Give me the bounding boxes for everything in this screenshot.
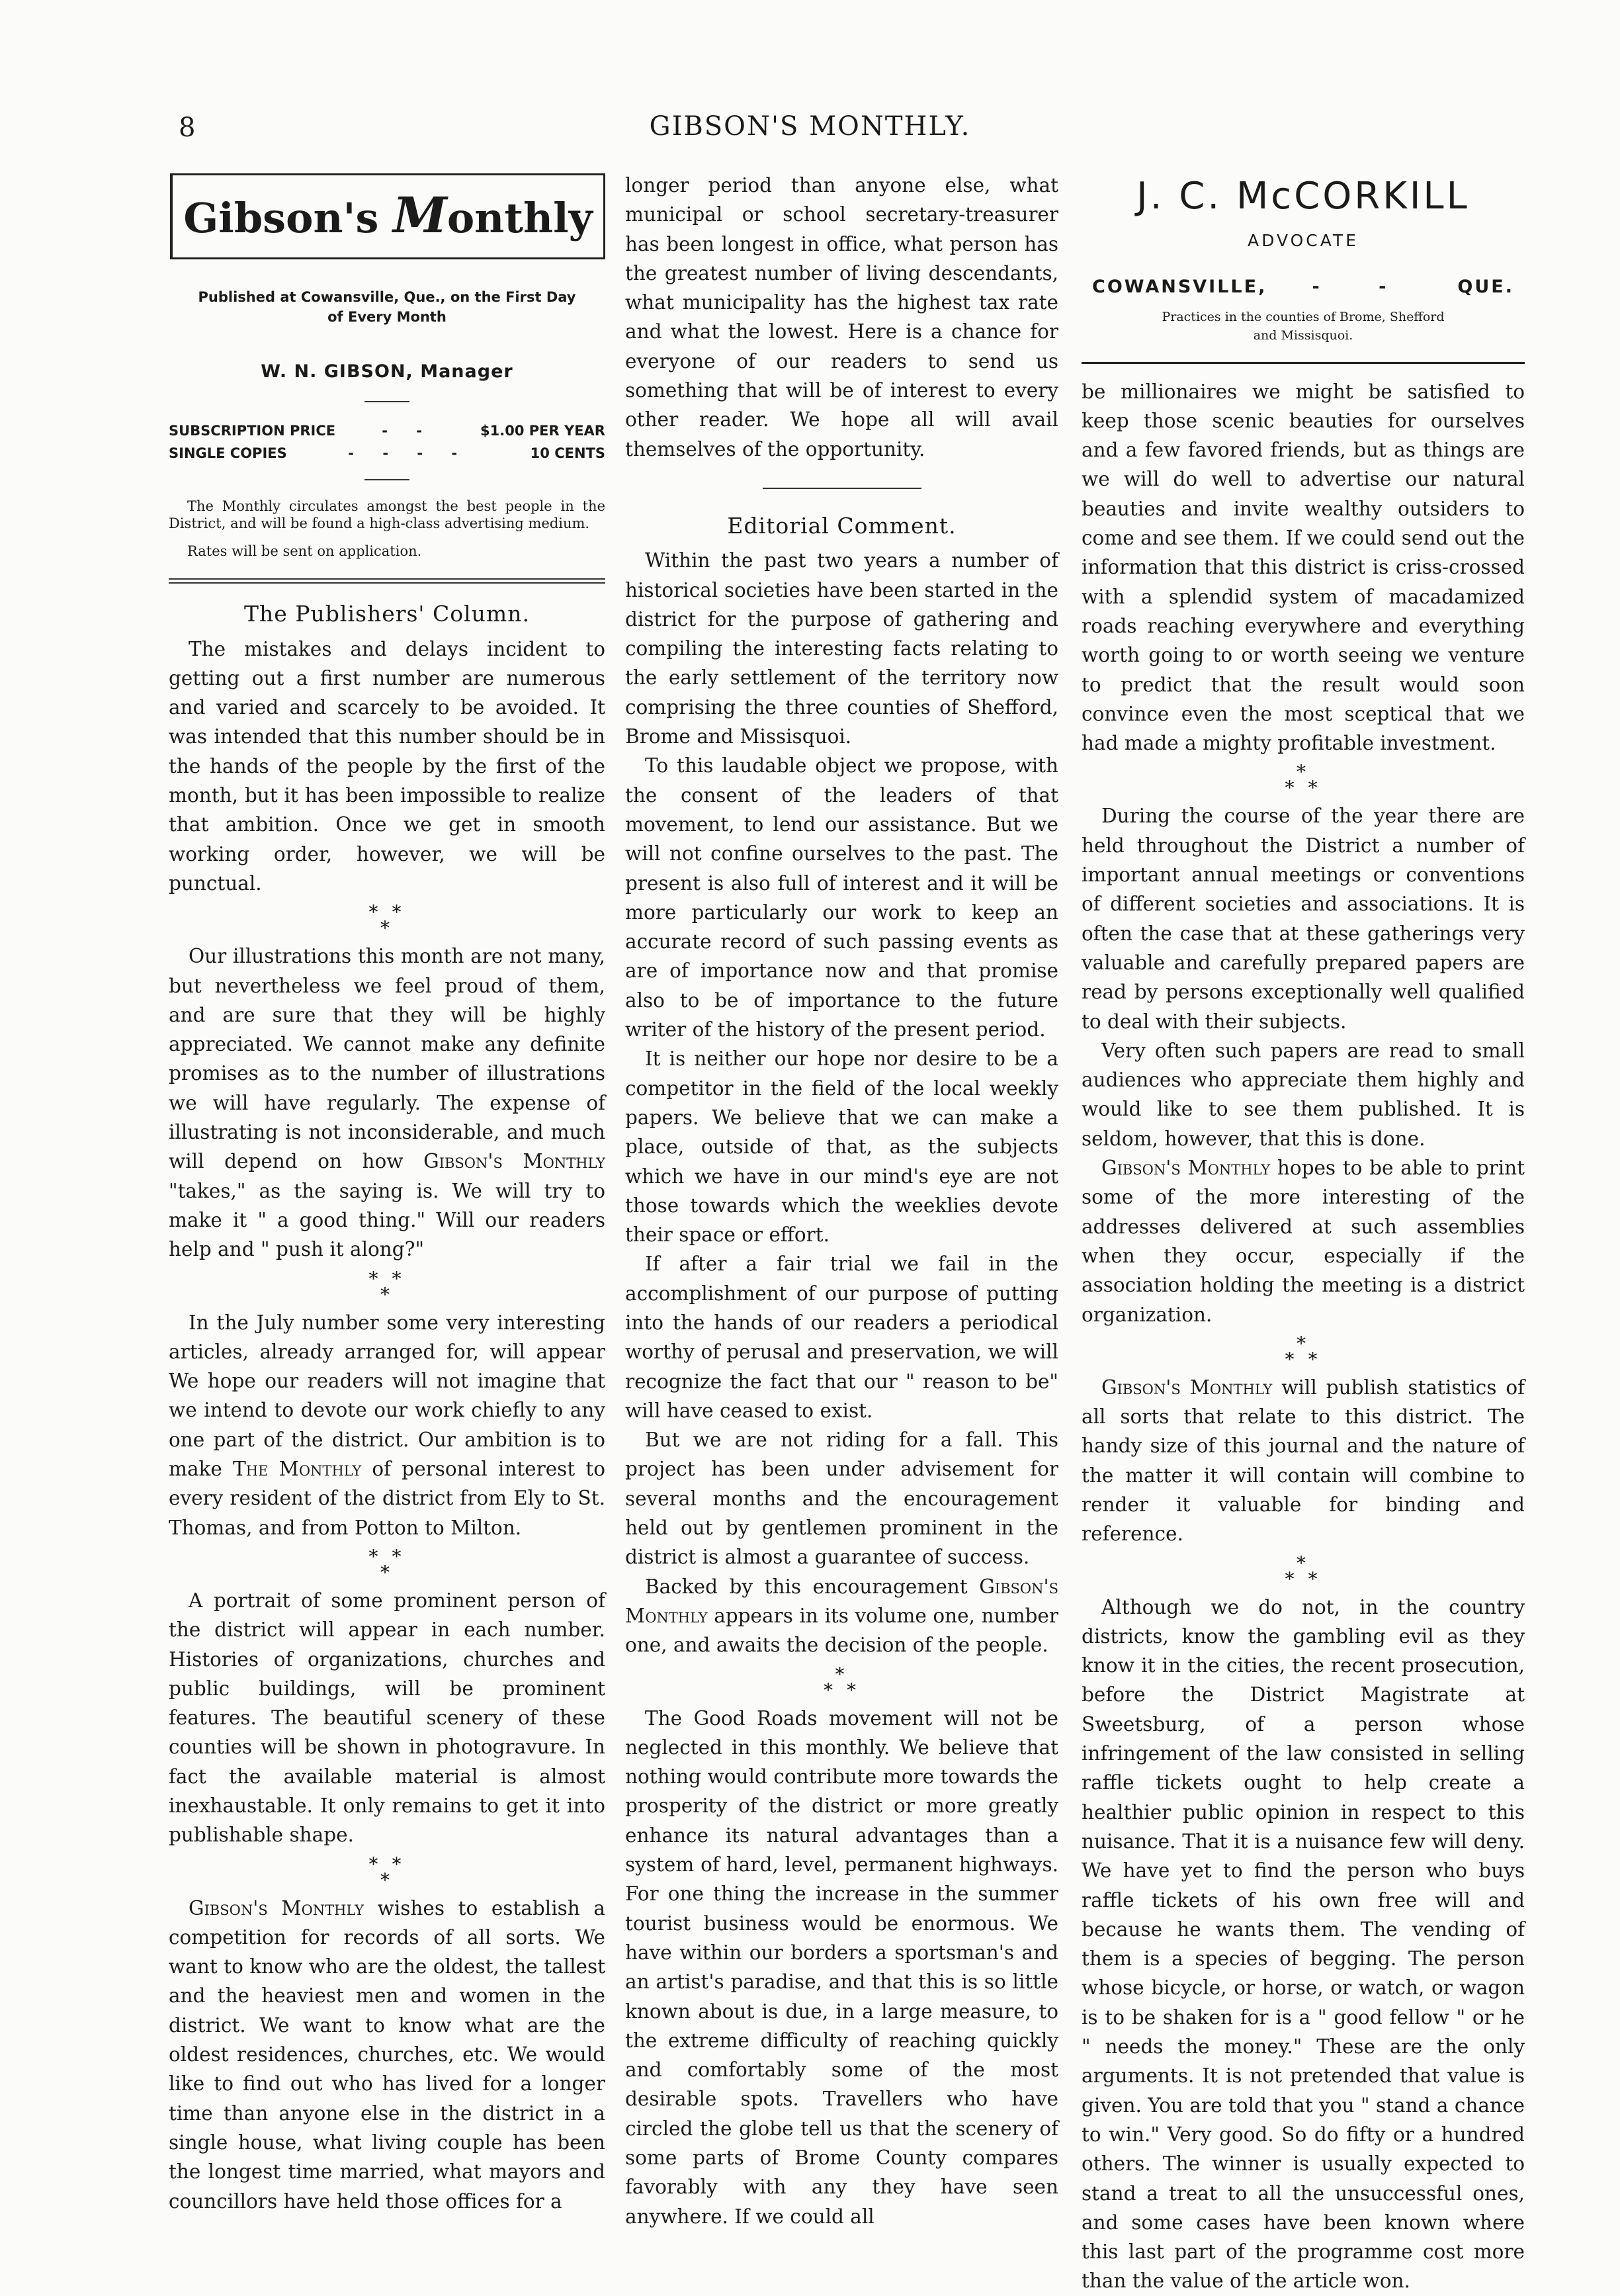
masthead-title-b: M	[393, 187, 447, 244]
paragraph-text: Our illustrations this month are not many, but nevertheless we feel proud of them, and are sure that they will be highly appreciated. We cannot make any definite promises as to the number of illustrations we will have regularly. The expense of illustrating is not inconsiderable, and much will depend on how	[169, 945, 605, 1173]
single-copies-line	[169, 442, 605, 464]
paragraph-text: wishes to establish a competition for records of all sorts. We want to know who are the oldest, the tallest and the heaviest men and women in the district. We want to know what are the oldest residences, churches, etc. We would like to find out who has lived for a longer time than anyone else in the district in a single house, what living couple has been the longest time married, what mayors and councillors have held those offices for a	[169, 1896, 605, 2213]
advertiser-location	[1082, 273, 1525, 302]
paragraph-continued: longer period than anyone else, what municipal or school secretary-treasurer has been longest in office, what person has the greatest number of living descendants, what municipality has the highest tax rate and what the lowest. Here is a chance for everyone of our readers to send us something that will be of interest to every other reader. We hope all will avail themselves of the opportunity.	[625, 174, 1058, 461]
advertiser-name: J. C. McCORKILL	[1136, 175, 1470, 218]
paragraph: To this laudable object we propose, with the consent of the leaders of that movement, to lend our assistance. But we will not confine ourselves to the past. The present is also full of interest and it will be more particularly our work to keep an accurate record of such passing events as are of importance now and that promise also to be of importance to the future writer of the history of the present period.	[625, 754, 1058, 1041]
editorial-comment-heading: Editorial Comment.	[727, 512, 957, 539]
advertiser-role: ADVOCATE	[1248, 231, 1359, 250]
paragraph: Very often such papers are read to small audiences who appreciate them highly and would like to see them published. It is seldom, however, that this is done.	[1082, 1039, 1525, 1150]
asterism: * * *	[368, 1267, 405, 1305]
paragraph-continued: be millionaires we might be satisfied to keep those scenic beauties for ourselves and a few favored friends, but as things are we will do well to advertise our natural beauties and invite wealthy outsiders to come and see them. If we could send out the information that this district is criss-crossed with a splendid system of macadamized roads reaching everywhere and everything worth going to or worth seeing we venture to predict that the result would soon convince even the most sceptical that we had made a mighty profitable investment.	[1082, 380, 1525, 755]
subscription-dots: - -	[382, 423, 434, 439]
paragraph	[169, 1308, 605, 1542]
publication-name: Gibson's Monthly	[423, 1150, 605, 1173]
paragraph	[1082, 1373, 1525, 1549]
publication-name: Gibson's Monthly	[625, 1575, 1058, 1627]
paragraph-text: hopes to be able to print some of the more interesting of the addresses delivered at such assemblies when they occur, especially if the association holding the meeting is a district organization.	[1082, 1157, 1525, 1326]
advertiser-dashes: - -	[1312, 277, 1413, 298]
paragraph-text: appears in its volume one, number one, and awaits the decision of the people.	[625, 1604, 1058, 1657]
rates-note: Rates will be sent on application.	[187, 543, 422, 560]
double-rule	[169, 578, 605, 584]
manager-line: W. N. GIBSON, Manager	[261, 361, 513, 382]
advertiser-note-line-1: Practices in the counties of Brome, Shefford	[1162, 309, 1445, 324]
advertisement-rule	[1082, 362, 1525, 364]
column-2	[625, 171, 1058, 2231]
asterism: * * *	[1285, 1552, 1322, 1590]
subscription-value: $1.00 PER YEAR	[480, 423, 605, 439]
paragraph-text: "takes," as the saying is. We will try to make it " a good thing." Will our readers help and " push it along?"	[169, 1179, 605, 1261]
masthead-title-a: Gibson's	[183, 194, 393, 242]
asterism: * * *	[368, 901, 405, 940]
paragraph: Although we do not, in the country districts, know the gambling evil as they know it in the cities, the recent prosecution, before the District Magistrate at Sweetsburg, of a person whose infringement of the law consisted in selling raffle tickets ought to help create a healthier public opinion in respect to this nuisance. That it is a nuisance few will deny. We have yet to find the person who buys raffle tickets of his own free will and because he wants them. The vending of them is a species of begging. The person whose bicycle, or horse, or watch, or wagon is to be shaken for is a " good fellow " or he " needs the money." These are the only arguments. It is not pretended that value is given. You are told that you " stand a chance to win." Very good. So do fifty or a hundred others. The winner is usually expected to stand a treat to all the unsuccessful ones, and some cases have been known where this last part of the programme cost more than the value of the article won.	[1082, 1595, 1525, 2293]
publication-name: Gibson's Monthly	[1101, 1157, 1271, 1180]
page-number: 8	[179, 112, 196, 143]
asterism: * * *	[1285, 1332, 1322, 1370]
subscription-price-line	[169, 419, 605, 442]
paragraph: The mistakes and delays incident to getting out a first number are numerous and varied and scarcely to be avoided. It was intended that this number should be in the hands of the people by the first of the month, but it has been impossible to realize that ambition. Once we get in smooth working order, however, we will be punctual.	[169, 637, 605, 895]
paragraph: If after a fair trial we fail in the accomplishment of our purpose of putting into the hands of our readers a periodical worthy of perusal and preservation, we will recognize the fact that our " reason to be" will have ceased to exist.	[625, 1253, 1058, 1422]
paragraph: The Good Roads movement will not be neglected in this monthly. We believe that nothing would contribute more towards the prosperity of the district or more greatly enhance its natural advantages than a system of hard, level, permanent highways. For one thing the increase in the summer tourist business would be enormous. We have within our borders a sportsman's and an artist's paradise, and that this is so little known about is due, in a large measure, to the extreme difficulty of reaching quickly and comfortably some of the most desirable spots. Travellers who have circled the globe tell us that the scenery of some parts of Brome County compares favorably with any they have seen anywhere. If we could all	[625, 1706, 1058, 2228]
circulation-note: The Monthly circulates amongst the best people in the District, and will be found a high-class advertising medium.	[169, 498, 605, 532]
running-head: GIBSON'S MONTHLY.	[649, 111, 971, 142]
advertiser-province: QUE.	[1457, 277, 1514, 298]
asterism: * * *	[824, 1663, 860, 1701]
publication-name: Gibson's Monthly	[189, 1896, 364, 1920]
paragraph	[169, 1894, 605, 2216]
paragraph: But we are not riding for a fall. This project has been under advisement for several months and the encouragement held out by gentlemen prominent in the district is almost a guarantee of success.	[625, 1429, 1058, 1569]
divider	[364, 401, 409, 402]
single-copies-value: 10 CENTS	[530, 445, 605, 462]
publication-name: The Monthly	[233, 1458, 362, 1481]
publication-note-line-2: of Every Month	[327, 309, 447, 325]
publication-note	[169, 287, 605, 327]
publishers-column-heading: The Publishers' Column.	[244, 601, 530, 627]
paragraph-text: will publish statistics of all sorts that relate to this district. The handy size of this journal and the nature of the matter it will contain will combine to render it valuable for binding and reference.	[1082, 1376, 1525, 1546]
paragraph: During the course of the year there are held throughout the District a number of important annual meetings or conventions of different societies and associations. It is often the case that at these gatherings very valuable and carefully prepared papers are read by persons exceptionally well qualified to deal with their subjects.	[1082, 805, 1525, 1033]
paragraph-text: Backed by this encouragement	[645, 1575, 980, 1598]
paragraph	[1082, 1153, 1525, 1329]
paragraph	[625, 1572, 1058, 1660]
paragraph: A portrait of some prominent person of the district will appear in each number. Histories of organizations, churches and public buildings, will be prominent features. The beautiful scenery of these counties will be shown in photogravure. In fact the available material is almost inexhaustable. It only remains to get it into publishable shape.	[169, 1589, 605, 1847]
asterism: * * *	[368, 1853, 405, 1891]
column-3	[1082, 171, 1525, 2296]
subscription-label: SUBSCRIPTION PRICE	[169, 423, 336, 439]
publication-name: Gibson's Monthly	[1101, 1376, 1273, 1399]
single-copies-label: SINGLE COPIES	[169, 445, 287, 462]
single-copies-dots: - - - -	[348, 445, 470, 462]
column-1	[169, 171, 605, 2216]
asterism: * * *	[368, 1545, 405, 1583]
paragraph: It is neither our hope nor desire to be a competitor in the field of the local weekly papers. We believe that we can make a place, outside of that, as the subjects which we have in our mind's eye are not those towards which the weeklies devote their space or effort.	[625, 1047, 1058, 1247]
paragraph	[169, 942, 605, 1264]
advertiser-town: COWANSVILLE,	[1092, 277, 1267, 298]
advertiser-note	[1082, 308, 1525, 345]
masthead-title	[170, 173, 605, 259]
section-divider	[763, 488, 921, 489]
paragraph: Within the past two years a number of historical societies have been started in the district for the purpose of gathering and compiling the interesting facts relating to the early settlement of the territory now comprising the three counties of Shefford, Brome and Missisquoi.	[625, 549, 1058, 748]
divider	[364, 479, 409, 480]
asterism: * * *	[1285, 761, 1322, 799]
masthead-title-c: onthly	[447, 194, 593, 242]
paragraph-text: of personal interest to every resident of the district from Ely to St. Thomas, and from Potton to Milton.	[169, 1458, 605, 1539]
publication-note-line-1: Published at Cowansville, Que., on the First Day	[198, 289, 576, 305]
advertiser-note-line-2: and Missisquoi.	[1253, 328, 1353, 343]
paragraph-text: In the July number some very interesting articles, already arranged for, will appear We hope our readers will not imagine that we intend to devote our work chiefly to any one part of the district. Our ambition is to make	[169, 1311, 605, 1481]
